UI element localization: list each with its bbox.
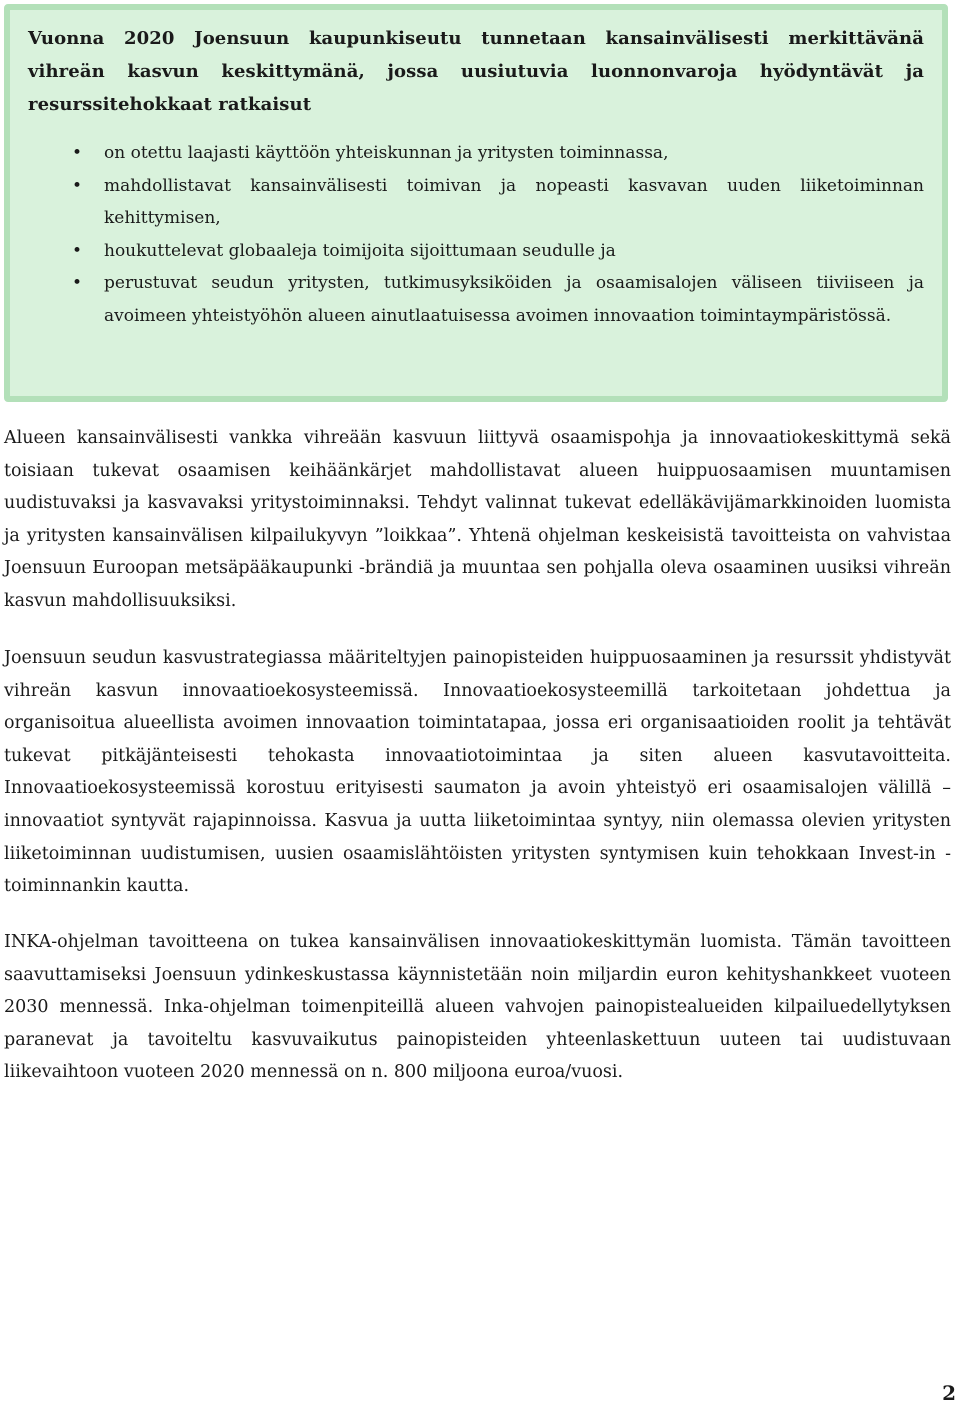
vision-list [28,137,924,332]
paragraph-inka: INKA-ohjelman tavoitteena on tukea kansainvälisen innovaatiokeskittymän luomista. Tämän tavoitteen saavuttamiseksi Joensuun ydinkeskustassa käynnistetään noin miljardin euron kehityshankkeet vuoteen 2030 mennessä. Inka-ohjelman toimenpiteillä alueen vahvojen painopistealueiden kilpailuedellytyksen paranevat ja tavoiteltu kasvuvaikutus painopisteiden yhteenlaskettuun uuteen tai uudistuvaan liikevaihtoon vuoteen 2020 mennessä on n. 800 miljoona euroa/vuosi. [4,932,951,1083]
bullet-icon: • [72,240,83,261]
bullet-icon: • [72,273,83,293]
vision-intro: Vuonna 2020 Joensuun kaupunkiseutu tunnetaan kansainvälisesti merkittävänä vihreän kasvun keskittymänä, jossa uusiutuvia luonnonvaroja hyödyntävät ja resurssitehokkaat ratkaisut [28,28,924,115]
page-number: 2 [942,1381,956,1405]
list-item [28,137,924,170]
list-item [28,235,924,268]
list-item [28,170,924,235]
bullet-icon: • [72,175,83,196]
paragraph-expertise: Alueen kansainvälisesti vankka vihreään kasvuun liittyvä osaamispohja ja innovaatiokeskittymä sekä toisiaan tukevat osaamisen keihäänkärjet mahdollistavat alueen huippuosaamisen muuntamisen uudistuvaksi ja kasvavaksi yritystoiminnaksi. Tehdyt valinnat tukevat edelläkävijämarkkinoiden luomista ja yritysten kansainvälisen kilpailukyvyn ”loikkaa”. Yhtenä ohjelman keskeisistä tavoitteista on vahvistaa Joensuun Euroopan metsäpääkaupunki -brändiä ja muuntaa sen pohjalla oleva osaaminen uusiksi vihreän kasvun mahdollisuuksiksi. [4,428,951,611]
list-item-text: on otettu laajasti käyttöön yhteiskunnan ja yritysten toiminnassa, [104,143,669,163]
vision-box [4,4,948,402]
paragraph-ecosystem: Joensuun seudun kasvustrategiassa määriteltyjen painopisteiden huippuosaaminen ja resurssit yhdistyvät vihreän kasvun innovaatioekosysteemissä. Innovaatioekosysteemillä tarkoitetaan johdettua ja organisoitua alueellista avoimen innovaation toimintatapaa, jossa eri organisaatioiden roolit ja tehtävät tukevat pitkäjänteisesti tehokasta innovaatiotoimintaa ja siten alueen kasvutavoitteita. Innovaatioekosysteemissä korostuu erityisesti saumaton ja avoin yhteistyö eri osaamisalojen välillä – innovaatiot syntyvät rajapinnoissa. Kasvua ja uutta liiketoimintaa syntyy, niin olemassa olevien yritysten liiketoiminnan uudistumisen, uusien osaamislähtöisten yritysten syntymisen kuin tehokkaan Invest-in -toiminnankin kautta. [4,648,951,897]
bullet-icon: • [72,143,83,163]
list-item [28,267,924,332]
list-item-text: perustuvat seudun yritysten, tutkimusyksiköiden ja osaamisalojen väliseen tiiviiseen ja avoimeen yhteistyöhön alueen ainutlaatuisessa avoimen innovaation toimintaympäristössä. [104,273,924,326]
list-item-text: houkuttelevat globaaleja toimijoita sijoittumaan seudulle ja [104,240,616,261]
list-item-text: mahdollistavat kansainvälisesti toimivan ja nopeasti kasvavan uuden liiketoiminnan kehittymisen, [104,175,924,228]
